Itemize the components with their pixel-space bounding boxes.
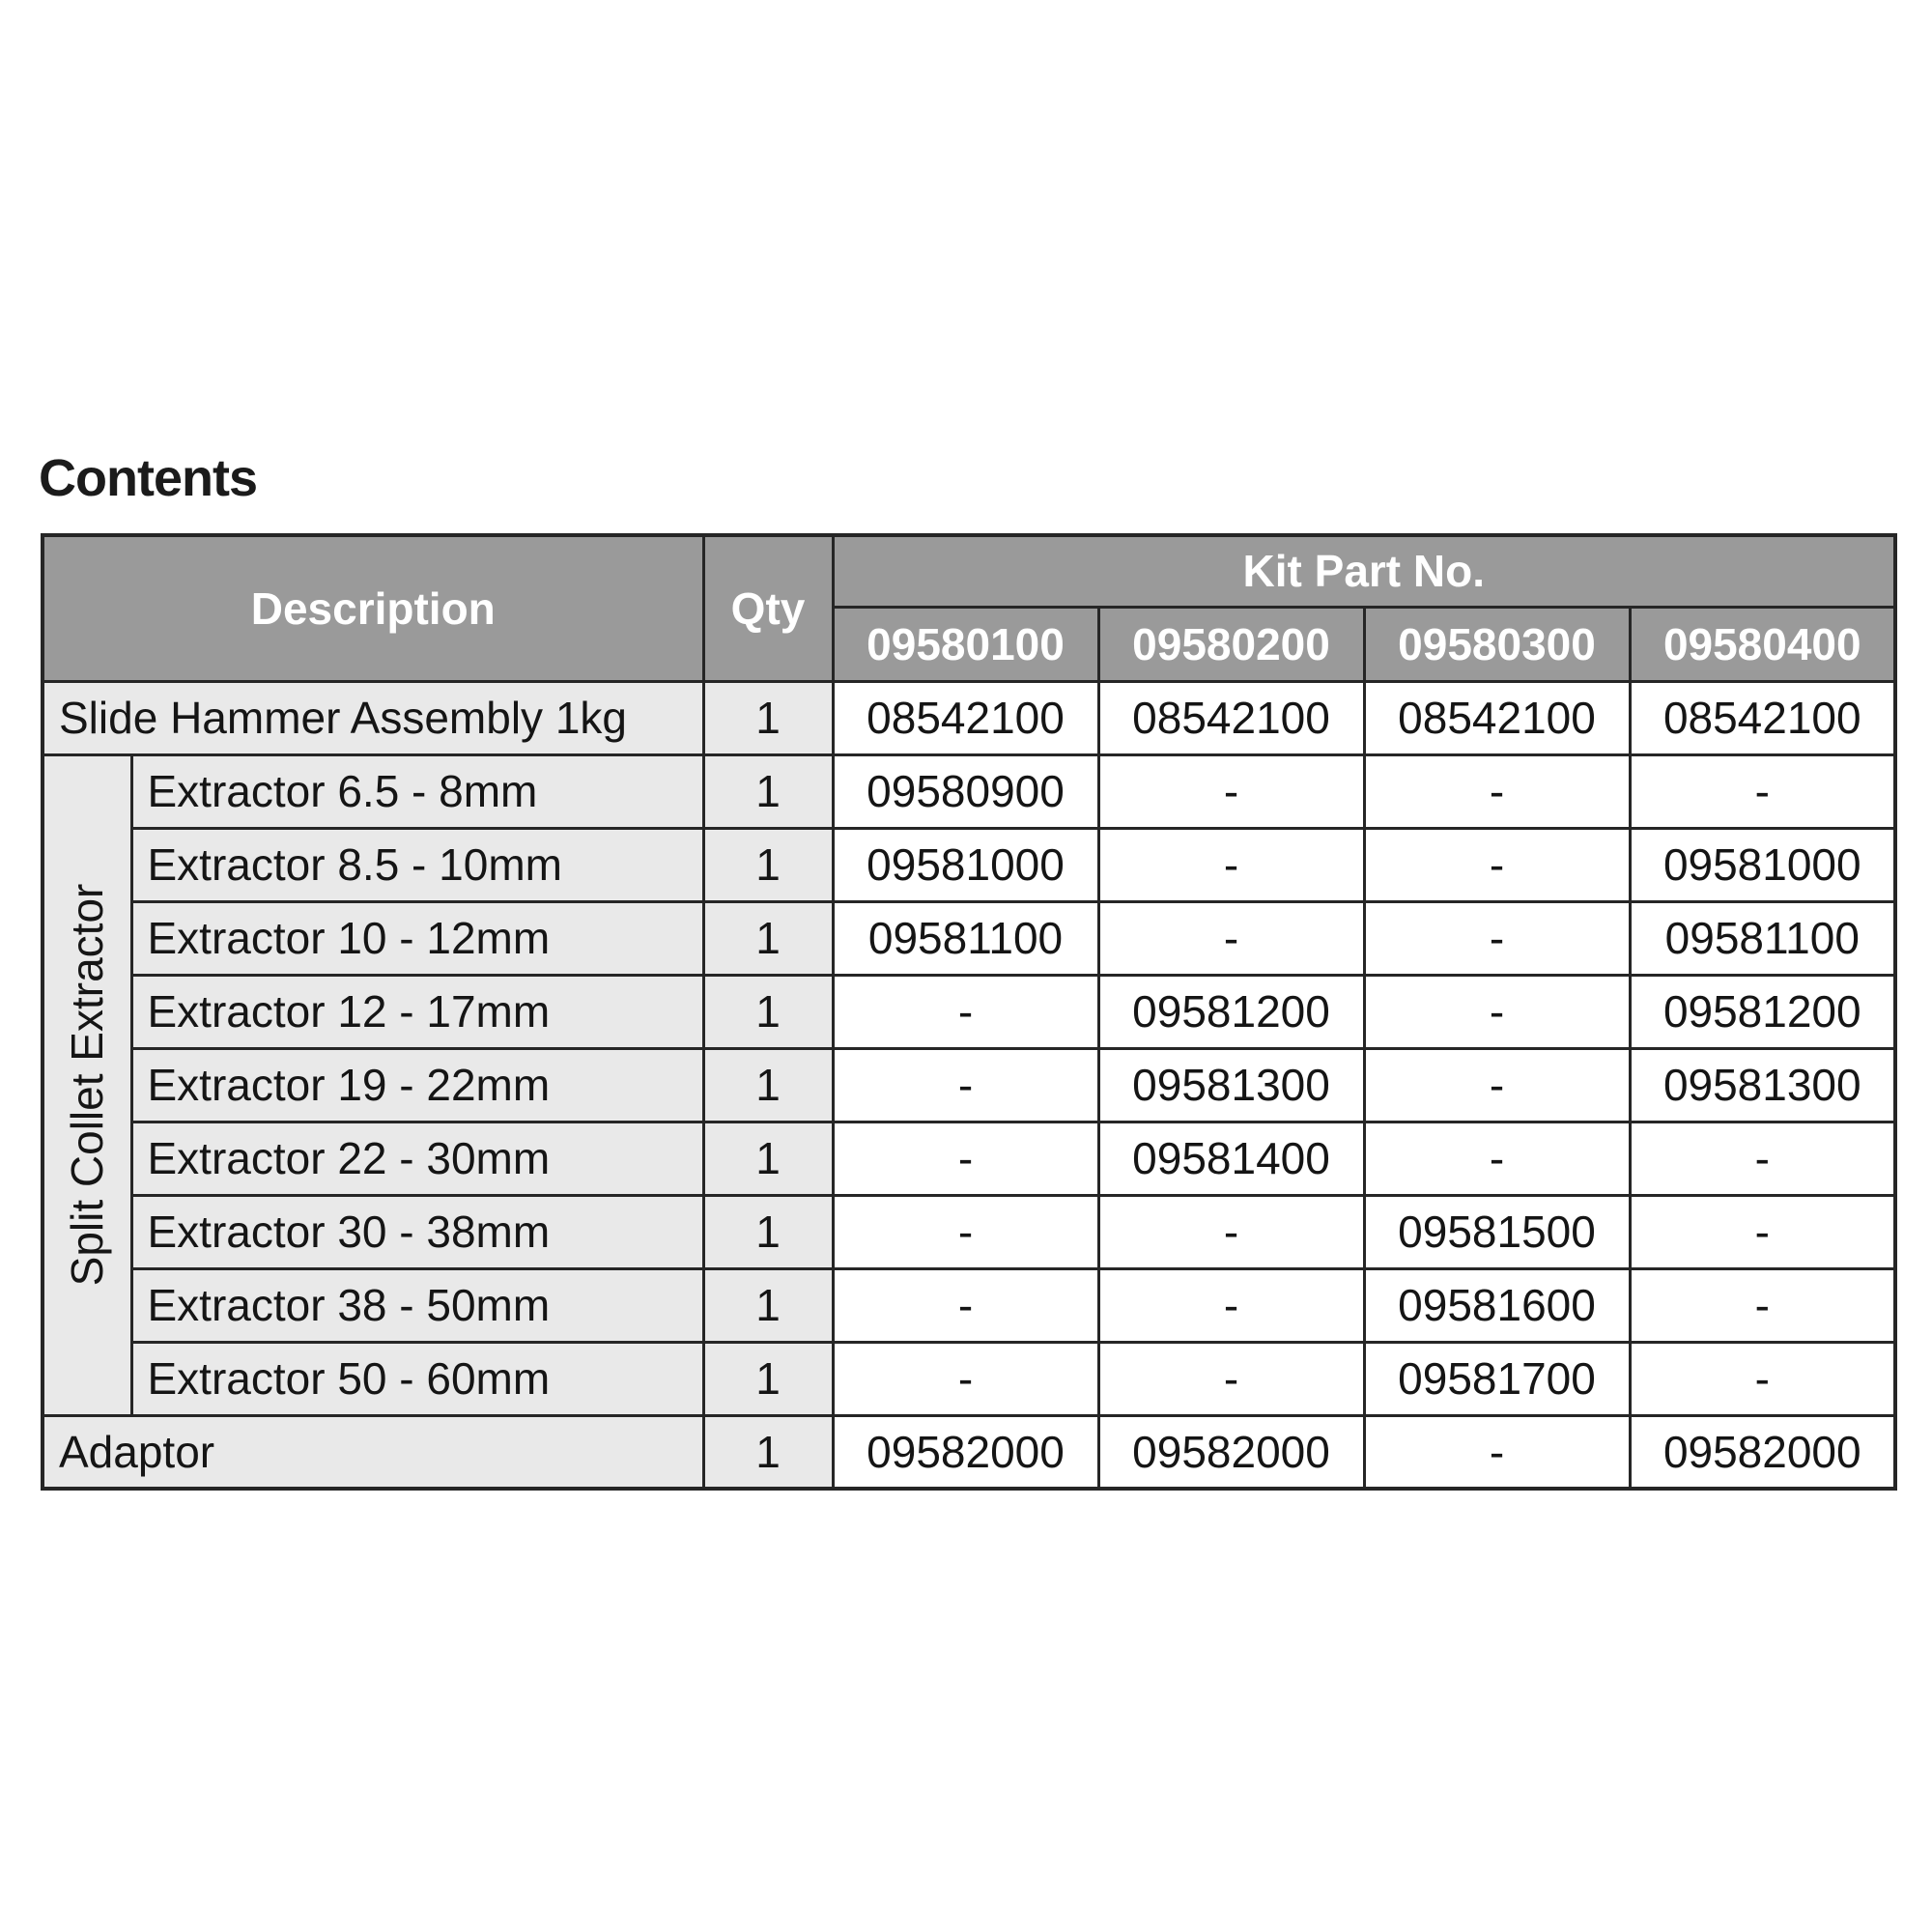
part-cell: 08542100 <box>1364 681 1630 754</box>
col-header-kit-09580300: 09580300 <box>1364 607 1630 681</box>
table-row <box>43 754 1895 828</box>
description-cell: Slide Hammer Assembly 1kg <box>43 681 703 754</box>
part-cell: 09581200 <box>1098 975 1364 1048</box>
part-cell: 09582000 <box>1630 1415 1895 1489</box>
table-row <box>43 1342 1895 1415</box>
col-header-qty: Qty <box>703 535 833 681</box>
qty-cell: 1 <box>703 1122 833 1195</box>
part-cell: - <box>833 1342 1098 1415</box>
contents-table <box>41 533 1897 1491</box>
part-cell: 09581700 <box>1364 1342 1630 1415</box>
part-cell: 09581300 <box>1630 1048 1895 1122</box>
part-cell: - <box>1098 754 1364 828</box>
part-cell: - <box>1098 828 1364 901</box>
header-row-top <box>43 535 1895 607</box>
qty-cell: 1 <box>703 901 833 975</box>
col-header-kit-09580100: 09580100 <box>833 607 1098 681</box>
description-cell: Extractor 30 - 38mm <box>131 1195 703 1268</box>
part-cell: - <box>1630 1268 1895 1342</box>
part-cell: - <box>1364 754 1630 828</box>
part-cell: - <box>1364 1122 1630 1195</box>
part-cell: - <box>1630 1342 1895 1415</box>
table-row <box>43 828 1895 901</box>
table-row <box>43 1048 1895 1122</box>
part-cell: 09581500 <box>1364 1195 1630 1268</box>
part-cell: - <box>833 1268 1098 1342</box>
part-cell: 09581200 <box>1630 975 1895 1048</box>
qty-cell: 1 <box>703 1342 833 1415</box>
col-header-kit-09580400: 09580400 <box>1630 607 1895 681</box>
part-cell: - <box>1098 901 1364 975</box>
part-cell: 09581300 <box>1098 1048 1364 1122</box>
description-cell: Extractor 38 - 50mm <box>131 1268 703 1342</box>
part-cell: 09581400 <box>1098 1122 1364 1195</box>
page-title: Contents <box>39 449 257 507</box>
qty-cell: 1 <box>703 1268 833 1342</box>
table-row <box>43 901 1895 975</box>
part-cell: 09582000 <box>833 1415 1098 1489</box>
part-cell: 08542100 <box>833 681 1098 754</box>
part-cell: - <box>1364 975 1630 1048</box>
part-cell: 09580900 <box>833 754 1098 828</box>
description-cell: Extractor 22 - 30mm <box>131 1122 703 1195</box>
part-cell: - <box>1098 1342 1364 1415</box>
description-cell: Extractor 19 - 22mm <box>131 1048 703 1122</box>
table-row <box>43 1415 1895 1489</box>
description-cell: Extractor 6.5 - 8mm <box>131 754 703 828</box>
qty-cell: 1 <box>703 975 833 1048</box>
part-cell: - <box>1364 828 1630 901</box>
part-cell: 09581000 <box>1630 828 1895 901</box>
part-cell: - <box>1098 1195 1364 1268</box>
group-label-cell <box>43 754 131 1415</box>
part-cell: 08542100 <box>1630 681 1895 754</box>
part-cell: - <box>1364 901 1630 975</box>
qty-cell: 1 <box>703 754 833 828</box>
description-cell: Extractor 10 - 12mm <box>131 901 703 975</box>
col-header-kit-09580200: 09580200 <box>1098 607 1364 681</box>
table-row <box>43 1268 1895 1342</box>
part-cell: 09581000 <box>833 828 1098 901</box>
qty-cell: 1 <box>703 828 833 901</box>
qty-cell: 1 <box>703 1415 833 1489</box>
qty-cell: 1 <box>703 681 833 754</box>
part-cell: - <box>1364 1415 1630 1489</box>
part-cell: 09581600 <box>1364 1268 1630 1342</box>
description-cell: Extractor 8.5 - 10mm <box>131 828 703 901</box>
part-cell: - <box>1630 1195 1895 1268</box>
part-cell: - <box>833 1048 1098 1122</box>
part-cell: - <box>1630 1122 1895 1195</box>
table-row <box>43 1122 1895 1195</box>
qty-cell: 1 <box>703 1195 833 1268</box>
part-cell: 09582000 <box>1098 1415 1364 1489</box>
part-cell: - <box>1630 754 1895 828</box>
col-header-kit-part-no: Kit Part No. <box>833 535 1895 607</box>
table-row <box>43 1195 1895 1268</box>
part-cell: - <box>833 1122 1098 1195</box>
table-row <box>43 681 1895 754</box>
part-cell: - <box>1364 1048 1630 1122</box>
part-cell: - <box>1098 1268 1364 1342</box>
table-row <box>43 975 1895 1048</box>
part-cell: - <box>833 1195 1098 1268</box>
part-cell: 09581100 <box>1630 901 1895 975</box>
part-cell: 08542100 <box>1098 681 1364 754</box>
group-label-vertical-text: Split Collet Extractor <box>62 883 113 1287</box>
part-cell: 09581100 <box>833 901 1098 975</box>
part-cell: - <box>833 975 1098 1048</box>
qty-cell: 1 <box>703 1048 833 1122</box>
col-header-description: Description <box>43 535 703 681</box>
description-cell: Extractor 50 - 60mm <box>131 1342 703 1415</box>
description-cell: Extractor 12 - 17mm <box>131 975 703 1048</box>
description-cell: Adaptor <box>43 1415 703 1489</box>
